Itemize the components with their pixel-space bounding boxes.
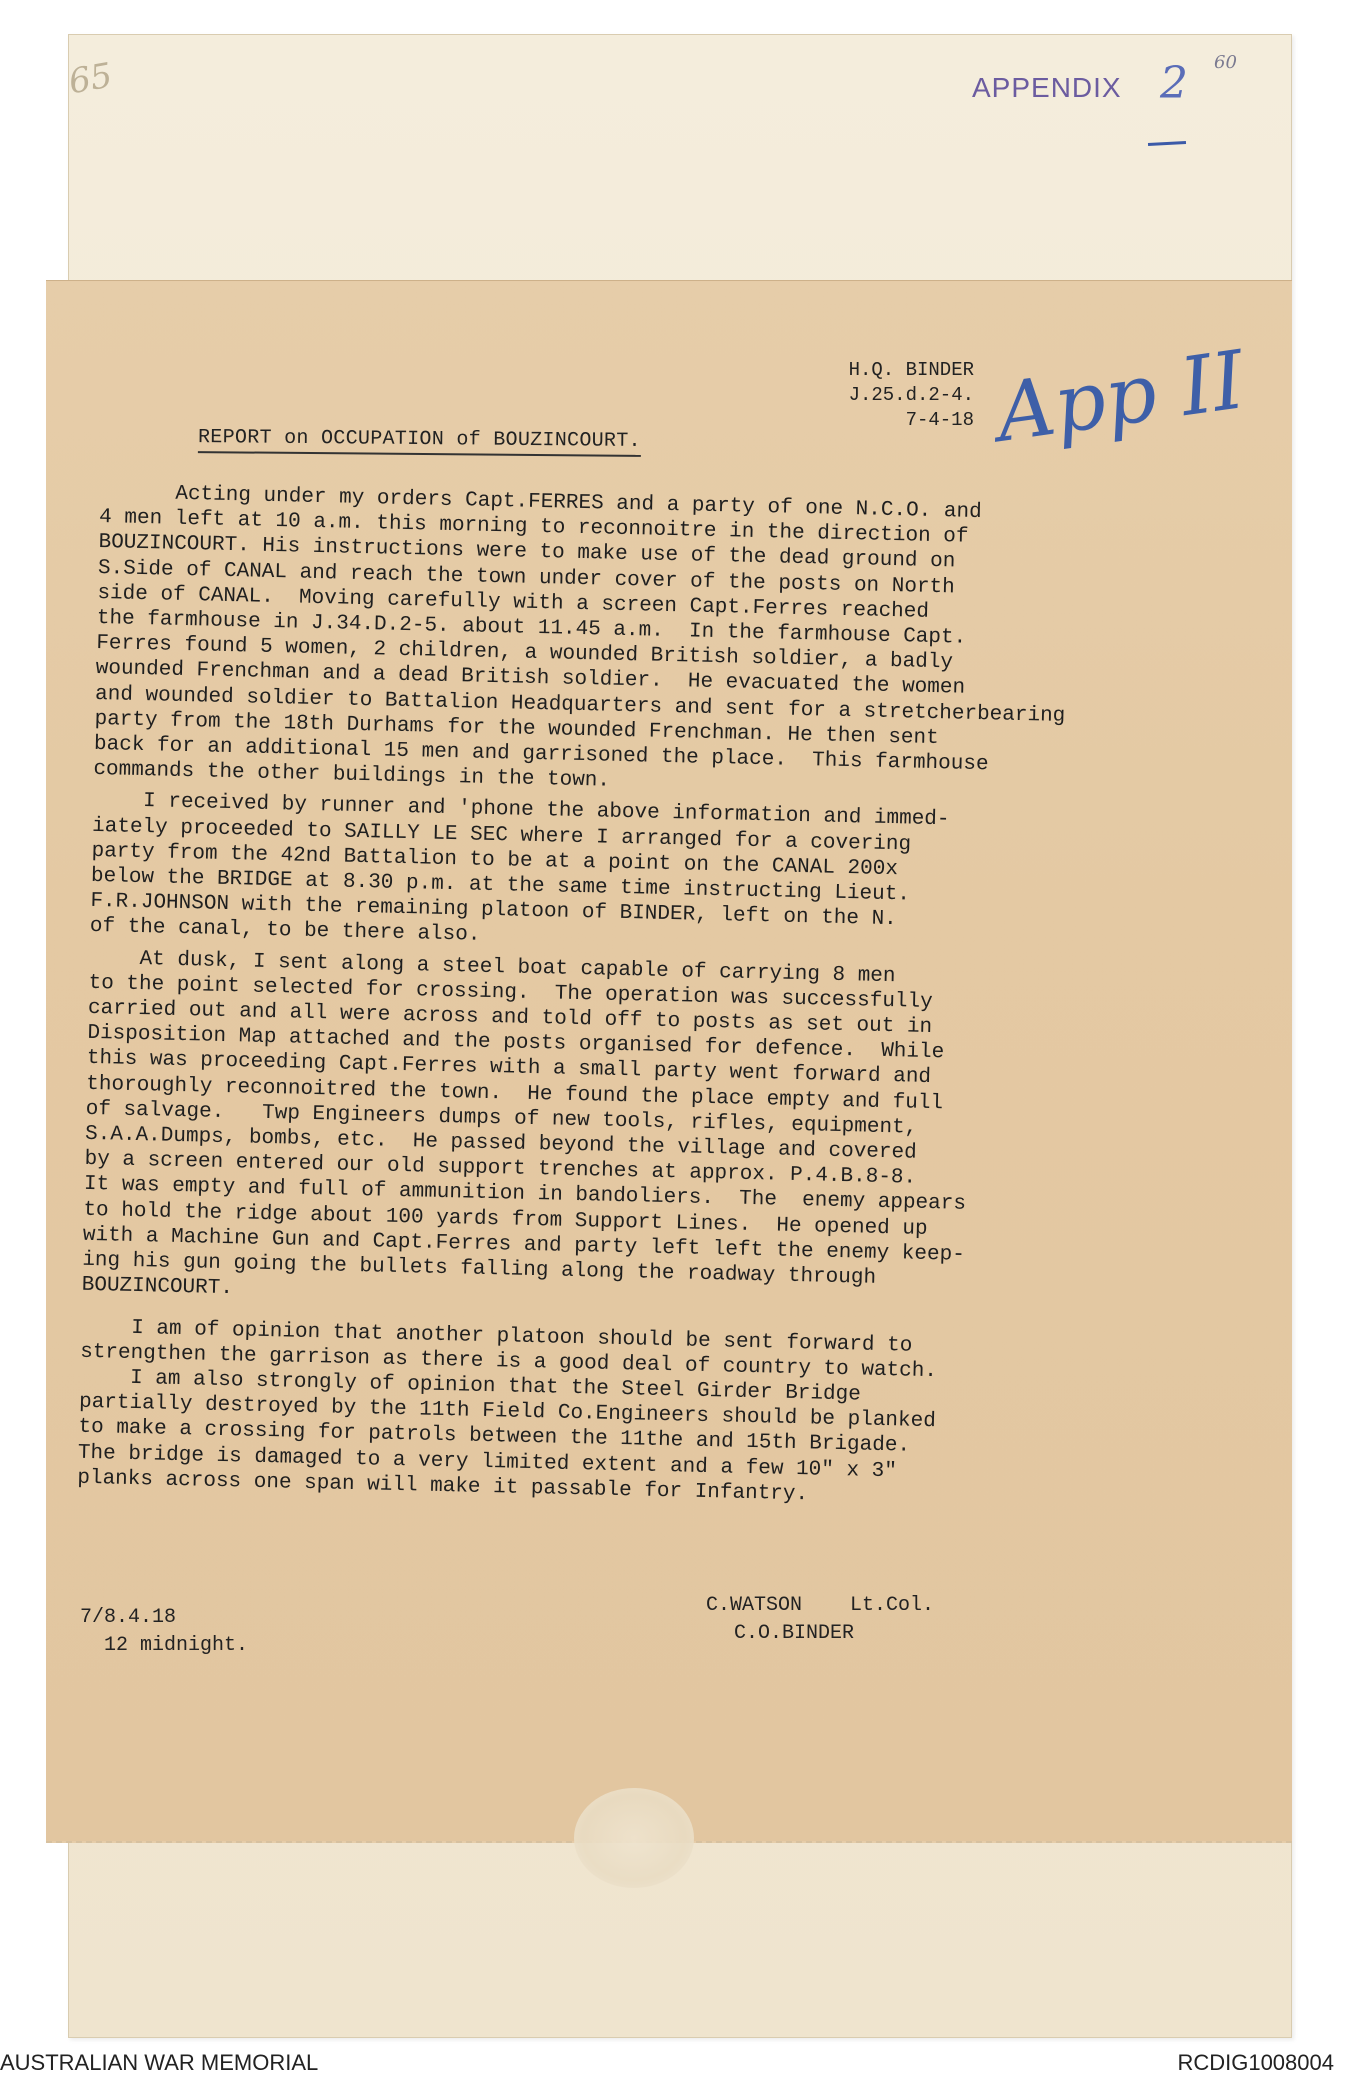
date-block	[80, 1604, 248, 1660]
header-line-unit: H.Q. BINDER	[848, 359, 974, 381]
letter-header	[744, 358, 974, 433]
report-paragraph: At dusk, I sent along a steel boat capable of carrying 8 men to the point selected for crossing. The operation was successfully carried out and all were across and told off to posts as set out in Disposition Map attached and the posts organised for defence. While this was proceeding Capt.Ferres with a small party went forward and thoroughly reconnoitred the town. He found the place empty and full of salvage. Twp Engineers dumps of new tools, rifles, equipment, S.A.A.Dumps, bombs, etc. He passed beyond the village and covered by a screen entered our old support trenches at approx. P.4.B.8-8. It was empty and full of ammunition in bandoliers. The enemy appears to hold the ridge about 100 yards from Support Lines. He opened up with a Machine Gun and Capt.Ferres and party left left the enemy keep- ing his gun going the bullets falling along the roadway through BOUZINCOURT.	[81, 946, 967, 1301]
report-title: REPORT on OCCUPATION of BOUZINCOURT.	[198, 426, 641, 457]
appendix-page-number: 60	[1214, 52, 1237, 73]
signature-title: C.O.BINDER	[734, 1622, 855, 1645]
date-line: 7/8.4.18	[80, 1606, 177, 1629]
time-line: 12 midnight.	[80, 1634, 249, 1657]
footer-institution: AUSTRALIAN WAR MEMORIAL	[0, 2050, 319, 2075]
signature-block	[706, 1592, 934, 1648]
header-line-grid-ref: J.25.d.2-4.	[848, 384, 974, 406]
handwritten-app-mark: App II	[990, 333, 1251, 460]
report-body	[77, 480, 1170, 1521]
embossed-seal	[574, 1788, 694, 1888]
report-paragraph: I received by runner and 'phone the above information and immed- iately proceeded to SAILLY LE SEC where I arranged for a covering party from the 42nd Battalion to be at a point on the CANAL 200x below the BRIDGE at 8.30 p.m. at the same time instructing Lieut. F.R.JOHNSON with the remaining platoon of BINDER, left on the N. of the canal, to be there also.	[89, 789, 950, 948]
corner-pencil-mark: 65	[65, 55, 116, 103]
appendix-number: 2	[1160, 58, 1188, 109]
report-paragraph: I am of opinion that another platoon should be sent forward to strengthen the garrison as there is a good deal of country to watch. I am also strongly of opinion that the Steel Girder Bridge partially destroyed by the 11th Field Co.Engineers should be planked to make a crossing for patrols between the 11the and 15th Brigade. The bridge is damaged to a very limited extent and a few 10" x 3" planks across one span will make it passable for Infantry.	[77, 1315, 938, 1507]
signature-name: C.WATSON Lt.Col.	[706, 1594, 935, 1617]
footer-record-id: RCDIG1008004	[1177, 2050, 1334, 2075]
report-paragraph: Acting under my orders Capt.FERRES and a party of one N.C.O. and 4 men left at 10 a.m. this morning to reconnoitre in the direction of BOUZINCOURT. His instructions were to make use of the dead ground on S.Side of CANAL and reach the town under cover of the posts on North side of CANAL. Moving carefully with a screen Capt.Ferres reached the farmhouse in J.34.D.2-5. about 11.45 a.m. In the farmhouse Capt. Ferres found 5 women, 2 children, a wounded British soldier, a badly wounded Frenchman and a dead British soldier. He evacuated the women and wounded soldier to Battalion Headquarters and sent for a stretcherbearing party from the 18th Durhams for the wounded Frenchman. He then sent back for an additional 15 men and garrisoned the place. This farmhouse commands the other buildings in the town.	[93, 480, 1066, 793]
appendix-stamp: APPENDIX	[972, 72, 1122, 103]
header-line-date: 7-4-18	[905, 409, 974, 431]
